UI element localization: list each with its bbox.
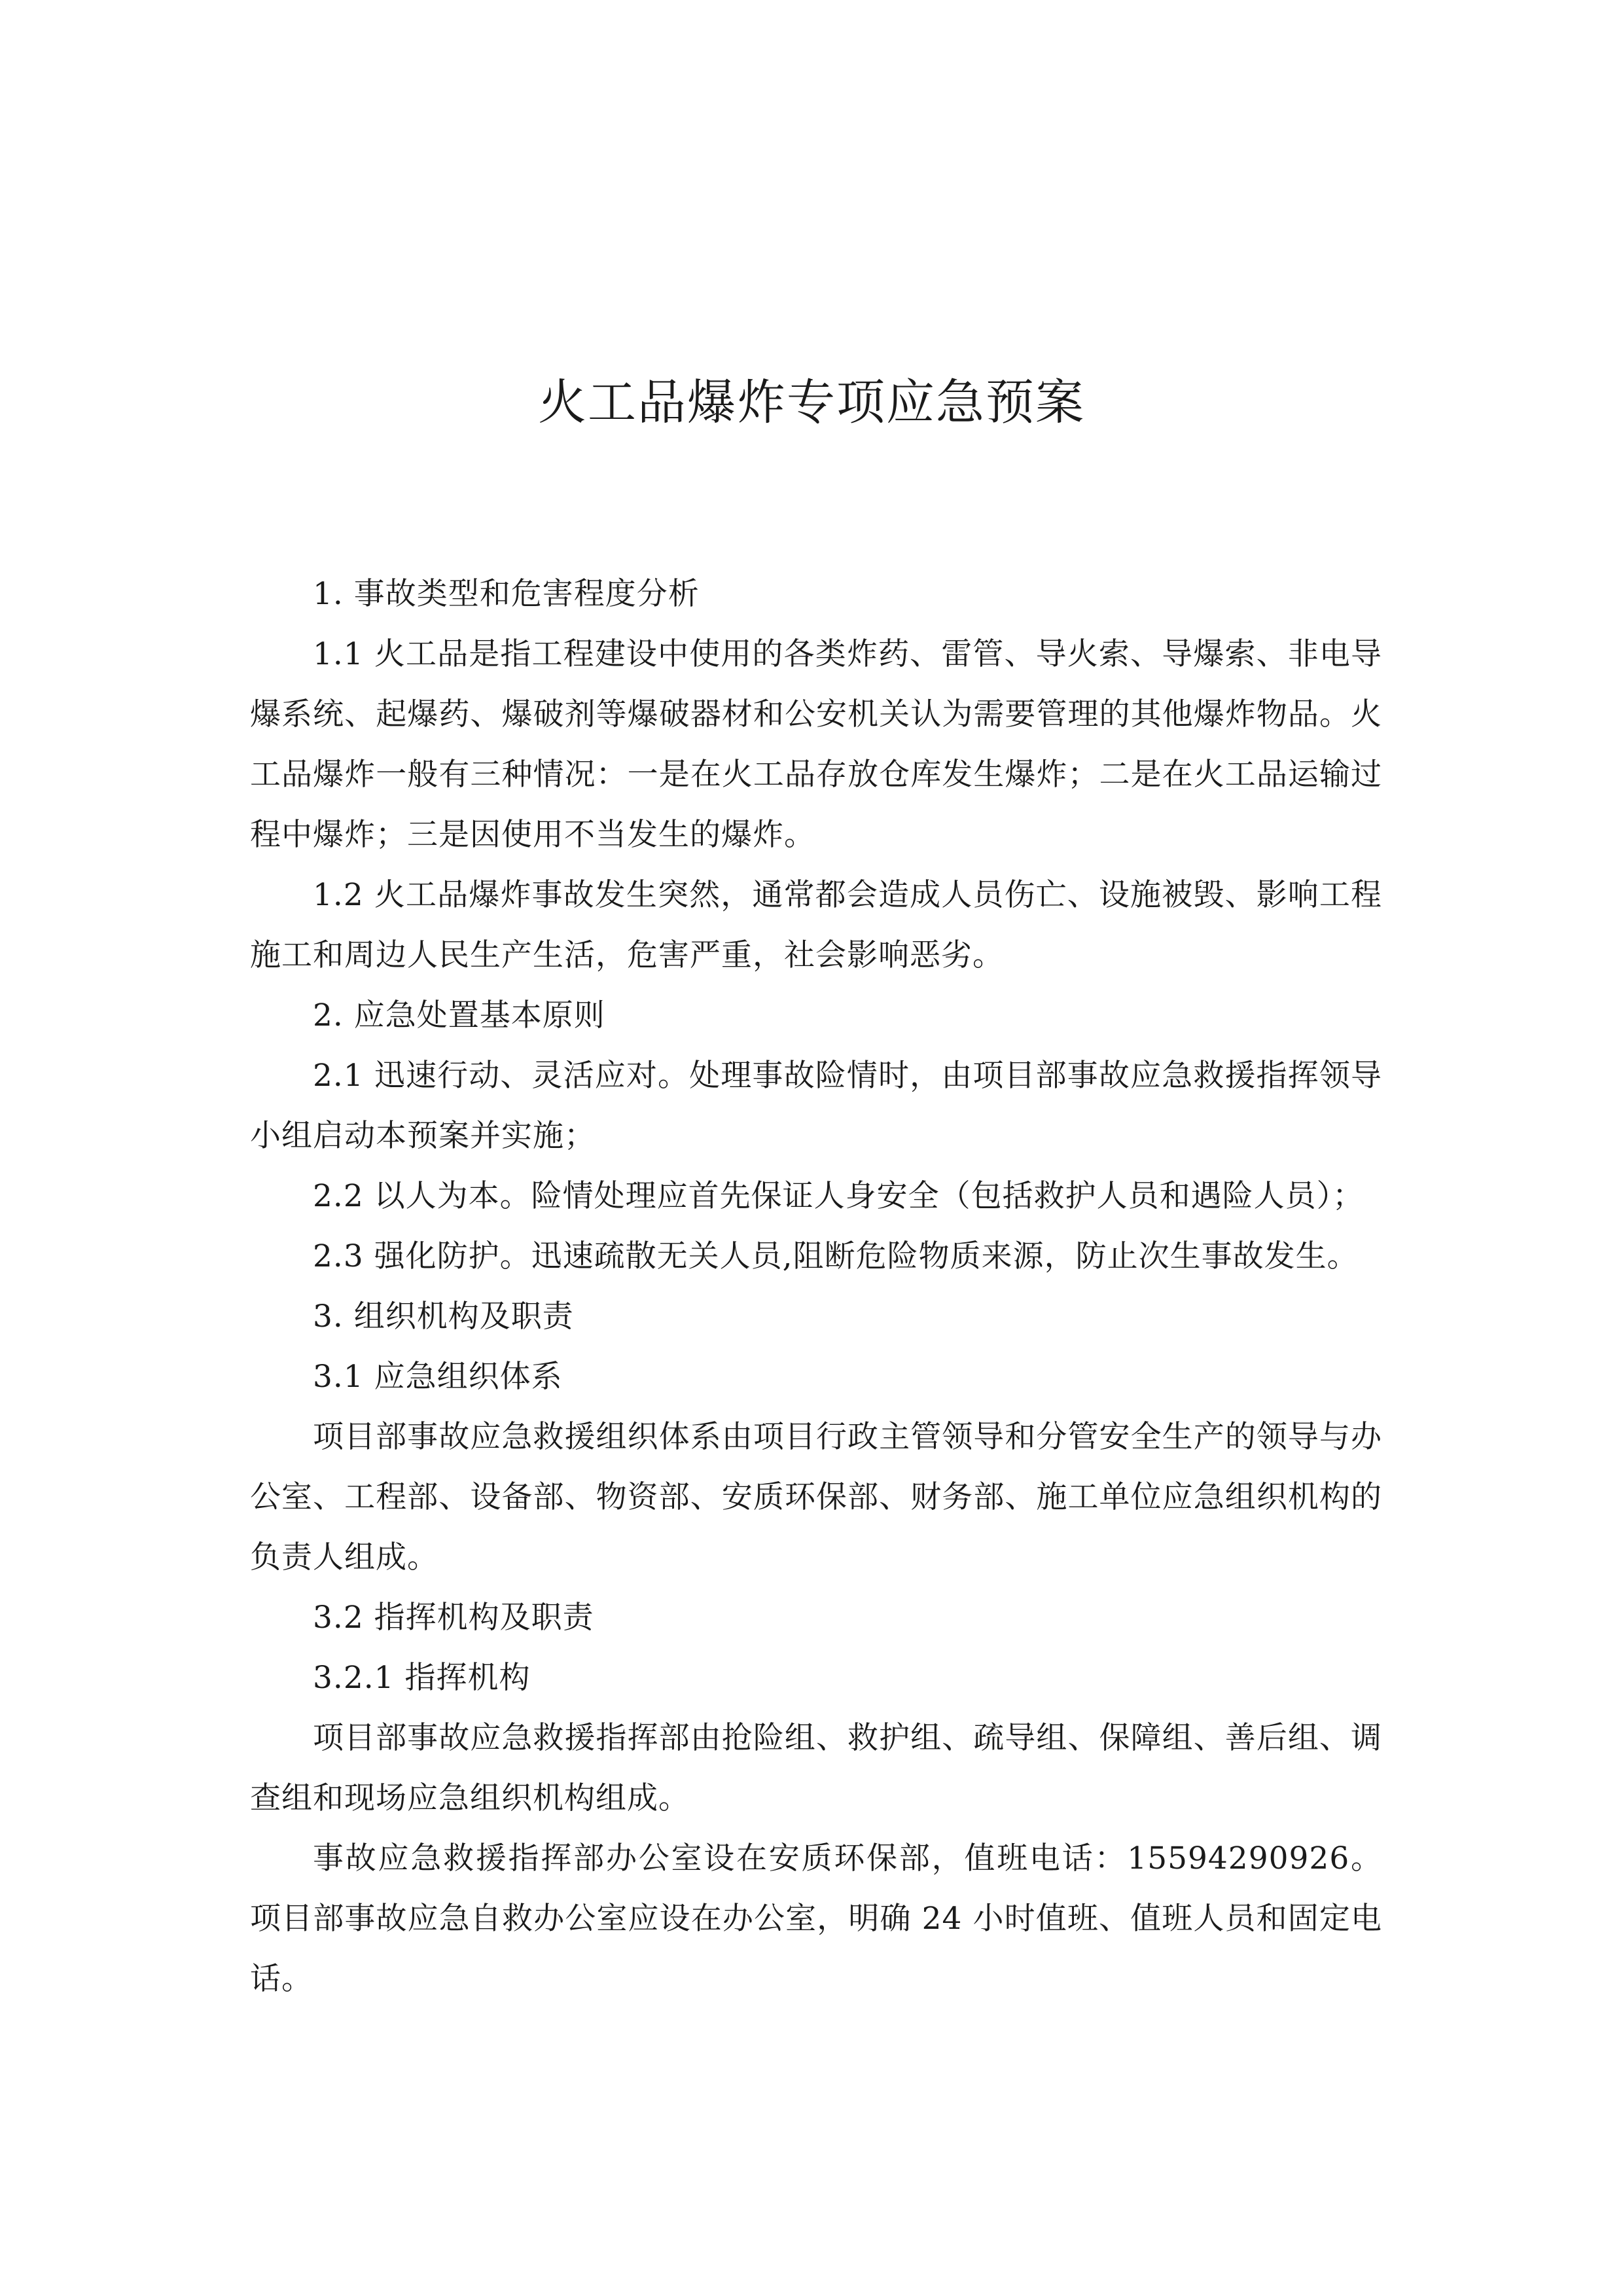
- document-body: [250, 564, 1382, 2009]
- subsection-heading-3-1: 3.1 应急组织体系: [313, 1359, 563, 1395]
- paragraph-1-1: 1.1 火工品是指工程建设中使用的各类炸药、雷管、导火索、导爆索、非电导爆系统、起爆药、爆破剂等爆破器材和公安机关认为需要管理的其他爆炸物品。火工品爆炸一般有三种情况：一是在火工品存放仓库发生爆炸；二是在火工品运输过程中爆炸；三是因使用不当发生的爆炸。: [250, 636, 1382, 853]
- paragraph-2-1: 2.1 迅速行动、灵活应对。处理事故险情时，由项目部事故应急救援指挥领导小组启动本预案并实施；: [250, 1058, 1382, 1154]
- section-heading-3: 3. 组织机构及职责: [313, 1299, 574, 1335]
- subsection-heading-3-2-1: 3.2.1 指挥机构: [313, 1660, 531, 1696]
- subsection-heading-3-2: 3.2 指挥机构及职责: [313, 1600, 594, 1636]
- paragraph-2-2: 2.2 以人为本。险情处理应首先保证人身安全（包括救护人员和遇险人员）；: [313, 1178, 1364, 1214]
- document-title: 火工品爆炸专项应急预案: [538, 374, 1085, 431]
- paragraph-3-1: 项目部事故应急救援组织体系由项目行政主管领导和分管安全生产的领导与办公室、工程部、设备部、物资部、安质环保部、财务部、施工单位应急组织机构的负责人组成。: [250, 1419, 1382, 1575]
- paragraph-3-2-1-b: 事故应急救援指挥部办公室设在安质环保部，值班电话：15594290926。项目部事故应急自救办公室应设在办公室，明确 24 小时值班、值班人员和固定电话。: [250, 1840, 1382, 1997]
- paragraph-3-2-1-a: 项目部事故应急救援指挥部由抢险组、救护组、疏导组、保障组、善后组、调查组和现场应急组织机构组成。: [250, 1720, 1382, 1816]
- paragraph-2-3: 2.3 强化防护。迅速疏散无关人员,阻断危险物质来源，防止次生事故发生。: [313, 1238, 1359, 1274]
- section-heading-2: 2. 应急处置基本原则: [313, 997, 605, 1033]
- section-heading-1: 1. 事故类型和危害程度分析: [313, 576, 700, 612]
- paragraph-1-2: 1.2 火工品爆炸事故发生突然，通常都会造成人员伤亡、设施被毁、影响工程施工和周边人民生产生活，危害严重，社会影响恶劣。: [250, 877, 1382, 973]
